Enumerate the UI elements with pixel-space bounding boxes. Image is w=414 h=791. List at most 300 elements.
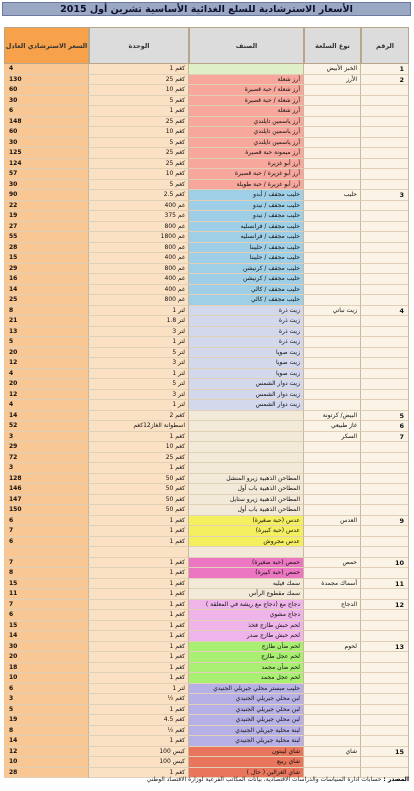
row-group (304, 390, 361, 401)
row-unit: 1 كغم (89, 432, 189, 443)
table-row (4, 379, 409, 390)
table-row (4, 547, 409, 558)
row-number (361, 537, 409, 548)
row-price: 20 (4, 379, 89, 390)
row-number: 15 (361, 747, 409, 758)
row-group: الخبز الأبيض (304, 64, 361, 75)
row-unit: 10 كغم (89, 127, 189, 138)
row-number (361, 453, 409, 464)
row-item: أرز ياسمين تايلندي (189, 127, 304, 138)
table-row (4, 453, 409, 464)
row-price: 146 (4, 484, 89, 495)
row-price: 4 (4, 64, 89, 75)
row-price: 15 (4, 579, 89, 590)
row-price: 10 (4, 673, 89, 684)
source-label: المصدر : (383, 776, 409, 783)
price-table-body (4, 64, 409, 778)
row-unit: 10 كغم (89, 85, 189, 96)
row-number: 4 (361, 306, 409, 317)
row-unit: 1 كغم (89, 610, 189, 621)
row-group (304, 621, 361, 632)
row-group (304, 684, 361, 695)
table-row (4, 369, 409, 380)
row-group: أسماك مجمدة (304, 579, 361, 590)
row-group (304, 484, 361, 495)
row-unit: 1 كغم (89, 516, 189, 527)
table-row (4, 684, 409, 695)
row-item: حمص (حبة صغيرة) (189, 558, 304, 569)
row-price: 12 (4, 358, 89, 369)
table-row (4, 411, 409, 422)
table-row (4, 285, 409, 296)
table-row (4, 232, 409, 243)
row-price: 125 (4, 148, 89, 159)
row-unit: 400 غم (89, 285, 189, 296)
table-row (4, 432, 409, 443)
row-unit: 1 كغم (89, 568, 189, 579)
row-number (361, 736, 409, 747)
row-price: 6 (4, 610, 89, 621)
row-number (361, 232, 409, 243)
row-price: 8 (4, 726, 89, 737)
table-row (4, 495, 409, 506)
row-unit: 25 كغم (89, 159, 189, 170)
table-row (4, 516, 409, 527)
row-item (189, 547, 304, 558)
row-unit: 1 كغم (89, 705, 189, 716)
row-item: حليب مجفف / كالي (189, 285, 304, 296)
row-number (361, 400, 409, 411)
row-number (361, 652, 409, 663)
table-row (4, 190, 409, 201)
row-group (304, 453, 361, 464)
row-item: حليب مجفف / حليبنا (189, 253, 304, 264)
row-item: زيت دوار الشمس (189, 390, 304, 401)
row-unit: 100 كيس (89, 747, 189, 758)
row-item: لحم حبش طازج صدر (189, 631, 304, 642)
row-unit: 50 كغم (89, 484, 189, 495)
table-row (4, 211, 409, 222)
row-item: حليب مجفف / نيدو (189, 201, 304, 212)
row-number (361, 684, 409, 695)
table-row (4, 663, 409, 674)
row-number (361, 694, 409, 705)
table-header (4, 27, 409, 64)
row-item: المطاحن الذهبية باب أول (189, 505, 304, 516)
row-item: لبنة محلية جيريلي الجنيدي (189, 726, 304, 737)
row-unit: 25 كغم (89, 453, 189, 464)
row-unit: 400 غم (89, 201, 189, 212)
row-item: أرز أبو غزيرة / حبة طويلة (189, 180, 304, 191)
row-unit: 50 كغم (89, 474, 189, 485)
row-item: لبن محلي جيريلي الجنيدي (189, 715, 304, 726)
row-item: أرز شعلة / حبة قصيرة (189, 96, 304, 107)
table-row (4, 610, 409, 621)
table-row (4, 127, 409, 138)
row-unit: 1 كغم (89, 736, 189, 747)
row-number (361, 106, 409, 117)
row-unit: 400 غم (89, 274, 189, 285)
row-number (361, 705, 409, 716)
row-unit: 3 لتر (89, 390, 189, 401)
table-row (4, 694, 409, 705)
row-item: حليب مجفف / كالي (189, 295, 304, 306)
row-number (361, 474, 409, 485)
row-price: 12 (4, 390, 89, 401)
row-group (304, 169, 361, 180)
table-row (4, 243, 409, 254)
row-item: حليب مجفف / فرانسليه (189, 232, 304, 243)
table-row (4, 442, 409, 453)
row-price: 60 (4, 85, 89, 96)
row-group (304, 495, 361, 506)
row-group: العدس (304, 516, 361, 527)
row-item: المطاحن الذهبية زيرو المنشل (189, 474, 304, 485)
row-group (304, 547, 361, 558)
row-group: الأرز (304, 75, 361, 86)
row-group (304, 463, 361, 474)
row-number (361, 547, 409, 558)
row-item: عدس (حبة كبيرة) (189, 526, 304, 537)
row-item: أرز أبو غزيرة / حبة قصيرة (189, 169, 304, 180)
row-price: 13 (4, 327, 89, 338)
row-unit: 3 لتر (89, 327, 189, 338)
row-group (304, 232, 361, 243)
row-price: 150 (4, 505, 89, 516)
row-number (361, 390, 409, 401)
row-group (304, 159, 361, 170)
row-group (304, 264, 361, 275)
row-group (304, 652, 361, 663)
row-number (361, 673, 409, 684)
row-unit: 1 كغم (89, 558, 189, 569)
row-item: المطاحن الذهبية باب أول (189, 484, 304, 495)
row-unit: 1 كغم (89, 526, 189, 537)
table-row (4, 327, 409, 338)
header-unit: الوحدة (89, 27, 189, 64)
row-item: شاي الغزالين ( حال ) (189, 768, 304, 779)
row-price: 3 (4, 694, 89, 705)
table-row (4, 138, 409, 149)
row-price: 30 (4, 138, 89, 149)
row-group (304, 442, 361, 453)
row-price: 16 (4, 274, 89, 285)
row-item (189, 463, 304, 474)
row-number: 1 (361, 64, 409, 75)
row-unit: 375 غم (89, 211, 189, 222)
row-number (361, 663, 409, 674)
row-item: لبن محلي جيريلي الجنيدي (189, 705, 304, 716)
row-group (304, 285, 361, 296)
table-row (4, 526, 409, 537)
row-unit: 1 كغم (89, 579, 189, 590)
row-group (304, 337, 361, 348)
row-number: 3 (361, 190, 409, 201)
row-group (304, 316, 361, 327)
row-number (361, 379, 409, 390)
table-row (4, 652, 409, 663)
table-row (4, 201, 409, 212)
row-price: 30 (4, 642, 89, 653)
row-unit: 3 لتر (89, 358, 189, 369)
row-item: أرز ميمونة حبة قصيرة (189, 148, 304, 159)
table-row (4, 642, 409, 653)
row-item: أرز شعلة (189, 75, 304, 86)
row-number (361, 159, 409, 170)
row-group (304, 400, 361, 411)
row-number (361, 295, 409, 306)
row-price: 22 (4, 201, 89, 212)
row-item: حليب مجفف / كرنيشن (189, 274, 304, 285)
row-group (304, 568, 361, 579)
row-unit: 1.8 لتر (89, 316, 189, 327)
row-price: 4 (4, 369, 89, 380)
row-group (304, 369, 361, 380)
table-row (4, 180, 409, 191)
table-row (4, 117, 409, 128)
row-group (304, 348, 361, 359)
row-unit: 2.5 كغم (89, 190, 189, 201)
row-item: زيت دوار الشمس (189, 379, 304, 390)
row-price: 12 (4, 747, 89, 758)
row-item: لحم عجل طازج (189, 652, 304, 663)
row-group (304, 526, 361, 537)
row-item: أرز ياسمين تايلندي (189, 117, 304, 128)
row-price: 4 (4, 400, 89, 411)
row-number (361, 505, 409, 516)
row-price: 27 (4, 222, 89, 233)
row-group (304, 631, 361, 642)
row-unit: 1 كغم (89, 64, 189, 75)
row-unit: 1 كغم (89, 652, 189, 663)
row-unit: 1 لتر (89, 400, 189, 411)
table-row (4, 85, 409, 96)
table-row (4, 621, 409, 632)
row-number (361, 285, 409, 296)
row-item: لحم ضأن مجمد (189, 663, 304, 674)
row-item: أرز أبو غزيرة (189, 159, 304, 170)
row-number (361, 715, 409, 726)
table-row (4, 568, 409, 579)
row-unit: اسطوانة الغاز12كغم (89, 421, 189, 432)
table-row (4, 589, 409, 600)
row-item (189, 453, 304, 464)
row-item: حليب مجفف / فرانسليه (189, 222, 304, 233)
table-row (4, 316, 409, 327)
row-price: 52 (4, 421, 89, 432)
row-group (304, 222, 361, 233)
row-group (304, 106, 361, 117)
row-unit: 800 غم (89, 264, 189, 275)
row-price: 28 (4, 768, 89, 779)
row-group (304, 694, 361, 705)
row-price: 8 (4, 568, 89, 579)
row-number (361, 138, 409, 149)
row-item: لحم ضأن طازج (189, 642, 304, 653)
row-group (304, 327, 361, 338)
row-unit: 1 كغم (89, 621, 189, 632)
row-group (304, 295, 361, 306)
table-row (4, 274, 409, 285)
table-row (4, 306, 409, 317)
row-unit (89, 547, 189, 558)
row-unit: 400 غم (89, 253, 189, 264)
row-number (361, 180, 409, 191)
row-unit: 1 لتر (89, 306, 189, 317)
row-group (304, 127, 361, 138)
row-item: المطاحن الذهبية زيرو ستايل (189, 495, 304, 506)
table-row (4, 390, 409, 401)
row-item: لبن محلي جيريلي الجنيدي (189, 694, 304, 705)
row-group (304, 253, 361, 264)
row-unit: 1 لتر (89, 684, 189, 695)
row-price: 21 (4, 316, 89, 327)
row-item (189, 421, 304, 432)
row-item: زيت دوار الشمس (189, 400, 304, 411)
row-number (361, 726, 409, 737)
header-number: الرقم (361, 27, 409, 64)
row-number (361, 169, 409, 180)
row-price: 130 (4, 75, 89, 86)
row-price: 10 (4, 757, 89, 768)
row-unit: 2 كغم (89, 411, 189, 422)
row-unit: 1 كغم (89, 663, 189, 674)
row-item (189, 64, 304, 75)
row-number (361, 274, 409, 285)
table-row (4, 264, 409, 275)
row-number (361, 495, 409, 506)
row-number (361, 442, 409, 453)
row-item: أرز شعلة / حبة قصيرة (189, 85, 304, 96)
row-group (304, 673, 361, 684)
table-row (4, 337, 409, 348)
table-row (4, 106, 409, 117)
row-item: لحم عجل مجمد (189, 673, 304, 684)
row-group (304, 211, 361, 222)
row-group: الدجاج (304, 600, 361, 611)
row-item: زيت صويا (189, 369, 304, 380)
table-row (4, 747, 409, 758)
row-group (304, 180, 361, 191)
row-item: زيت ذرة (189, 337, 304, 348)
table-row (4, 600, 409, 611)
row-unit: 50 كغم (89, 505, 189, 516)
row-price: 19 (4, 715, 89, 726)
row-unit: 5 كغم (89, 96, 189, 107)
row-item: حليب مبستر محلي جيريلي الجنيدي (189, 684, 304, 695)
row-group (304, 85, 361, 96)
row-item: عدس (حبة صغيرة) (189, 516, 304, 527)
row-price: 6 (4, 516, 89, 527)
page-title: الأسعار الاسترشادية للسلع الغذائية الأساسية تشرين أول 2015 (2, 2, 411, 16)
table-row (4, 75, 409, 86)
table-row (4, 579, 409, 590)
table-row (4, 474, 409, 485)
table-row (4, 537, 409, 548)
row-number (361, 484, 409, 495)
row-price: 14 (4, 285, 89, 296)
row-group (304, 474, 361, 485)
row-item (189, 442, 304, 453)
row-group (304, 117, 361, 128)
table-row (4, 705, 409, 716)
row-number: 12 (361, 600, 409, 611)
row-group (304, 379, 361, 390)
row-price: 124 (4, 159, 89, 170)
row-item (189, 432, 304, 443)
row-unit: 800 غم (89, 295, 189, 306)
row-group (304, 757, 361, 768)
header-item: الصنف (189, 27, 304, 64)
source-note (4, 776, 409, 783)
row-price: 3 (4, 463, 89, 474)
row-price: 5 (4, 337, 89, 348)
row-group (304, 537, 361, 548)
row-price: 30 (4, 180, 89, 191)
row-price: 25 (4, 295, 89, 306)
row-group: البيض/ كرتونة (304, 411, 361, 422)
row-number (361, 253, 409, 264)
row-item: عدس مجروش (189, 537, 304, 548)
row-item: زيت ذرة (189, 306, 304, 317)
source-text: حسابات ادارة السياسات والدراسات الاقتصادية، بيانات المكاتب الفرعية لوزارة الاقتصاد الوطني (146, 776, 382, 783)
table-row (4, 715, 409, 726)
table-row (4, 295, 409, 306)
row-unit: 1 كغم (89, 463, 189, 474)
row-price: 15 (4, 253, 89, 264)
row-price: 6 (4, 106, 89, 117)
table-row (4, 673, 409, 684)
row-price: 20 (4, 652, 89, 663)
table-row (4, 169, 409, 180)
row-unit: 1 كغم (89, 537, 189, 548)
row-unit: 5 كغم (89, 180, 189, 191)
row-price: 29 (4, 442, 89, 453)
row-group: شاي (304, 747, 361, 758)
row-price: 128 (4, 474, 89, 485)
row-group (304, 358, 361, 369)
row-unit: 1 كغم (89, 768, 189, 779)
table-row (4, 463, 409, 474)
row-price: 147 (4, 495, 89, 506)
table-row (4, 631, 409, 642)
row-price: 90 (4, 190, 89, 201)
row-unit: 1 لتر (89, 337, 189, 348)
row-unit: 1 كغم (89, 631, 189, 642)
row-number (361, 526, 409, 537)
row-item: أرز شعلة (189, 106, 304, 117)
table-row (4, 159, 409, 170)
row-unit: 800 غم (89, 243, 189, 254)
row-price: 20 (4, 348, 89, 359)
row-unit: 1 كغم (89, 106, 189, 117)
row-group: حمص (304, 558, 361, 569)
row-number: 2 (361, 75, 409, 86)
row-unit: 1800 غم (89, 232, 189, 243)
row-number (361, 222, 409, 233)
row-price: 5 (4, 705, 89, 716)
row-item: حليب مجفف / نيدو (189, 211, 304, 222)
table-row (4, 148, 409, 159)
row-price: 7 (4, 558, 89, 569)
row-unit: ½ كغم (89, 726, 189, 737)
row-group (304, 274, 361, 285)
row-item: زيت ذرة (189, 327, 304, 338)
row-price (4, 547, 89, 558)
row-price: 29 (4, 264, 89, 275)
row-unit: 4.5 كغم (89, 715, 189, 726)
row-item: دجاج مع (دجاج مع ريشة في المعلقة ) (189, 600, 304, 611)
